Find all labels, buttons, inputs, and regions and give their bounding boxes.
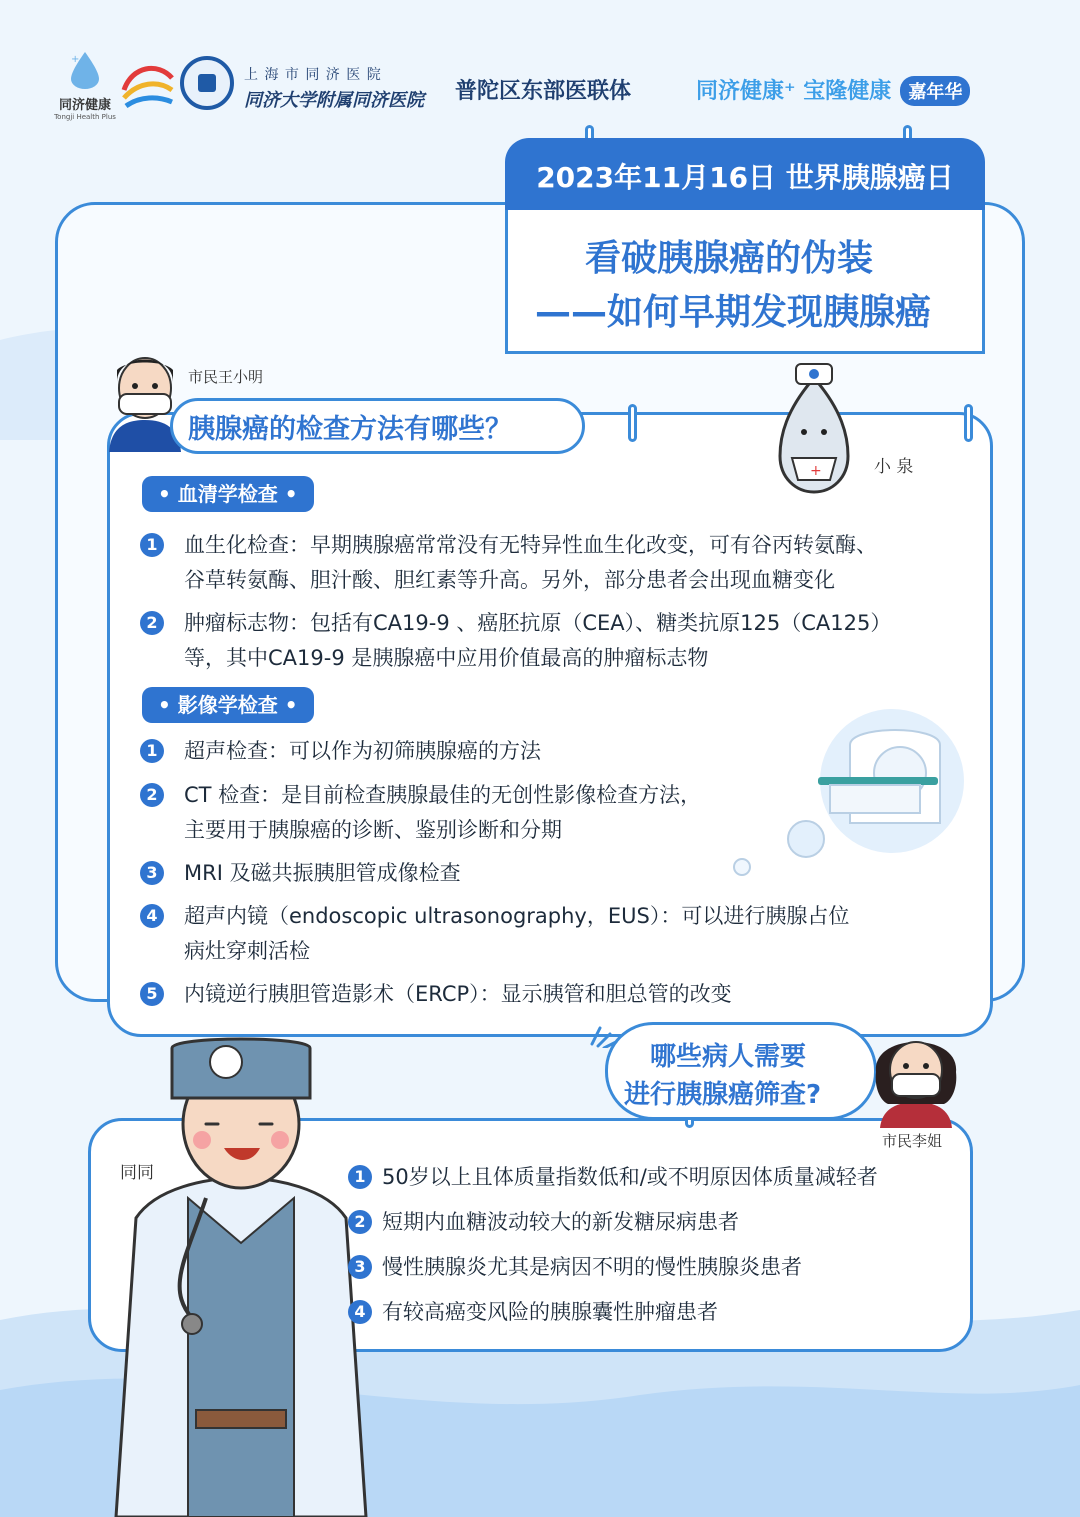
number-badge: 1 [348, 1165, 372, 1189]
imaging-item-4 [140, 899, 970, 969]
swirl-logo-icon [118, 56, 178, 116]
item-text-line2: 等，其中CA19-9 是胰腺癌中应用价值最高的肿瘤标志物 [184, 646, 709, 670]
svg-text:+: + [810, 463, 822, 479]
item-text-line1: 肿瘤标志物：包括有CA19-9 、癌胚抗原（CEA）、糖类抗原125（CA125） [184, 611, 892, 635]
logo-text: 同济健康 [58, 98, 111, 113]
water-drop-icon [45, 50, 125, 90]
xiaoquan-mascot [766, 360, 862, 496]
date-banner-text: 2023年11月16日 世界胰腺癌日 [536, 161, 954, 194]
serology-item-1 [140, 528, 970, 598]
item-text: 短期内血糖波动较大的新发糖尿病患者 [382, 1210, 739, 1234]
main-title: 看破胰腺癌的伪装 [585, 238, 874, 279]
tongji-health-logo [45, 50, 125, 121]
item-text: 有较高癌变风险的胰腺囊性肿瘤患者 [382, 1300, 718, 1324]
citizen-wang-label: 市民王小明 [188, 368, 264, 386]
logo-subtext: Tongji Health Plus [54, 113, 116, 121]
svg-text:+: + [71, 54, 80, 65]
title-card [505, 138, 999, 356]
item-text-line1: 超声检查：可以作为初筛胰腺癌的方法 [184, 739, 541, 763]
serology-item-2 [140, 606, 970, 676]
screening-item-4 [348, 1295, 948, 1330]
item-text-line1: 超声内镜（endoscopic ultrasonography，EUS）：可以进行胰腺占位 [184, 904, 850, 928]
ct-scanner-illustration [730, 705, 970, 885]
item-text: 慢性胰腺炎尤其是病因不明的慢性胰腺炎患者 [382, 1255, 802, 1279]
item-text-line1: 血生化检查：早期胰腺癌常常没有无特异性血生化改变，可有谷丙转氨酶、 [184, 533, 877, 557]
screening-item-1 [348, 1160, 948, 1195]
item-text-line2: 谷草转氨酶、胆汁酸、胆红素等升高。另外，部分患者会出现血糖变化 [184, 568, 835, 592]
imaging-item-5 [140, 977, 970, 1012]
number-badge: 2 [348, 1210, 372, 1234]
number-badge: 2 [140, 611, 164, 635]
imaging-section-label: • 影像学检查 • [142, 687, 314, 723]
imaging-item-1 [140, 734, 740, 769]
binder-ring [964, 404, 973, 442]
doctor-tongtong-illustration [96, 1028, 386, 1517]
number-badge: 5 [140, 982, 164, 1006]
question2-line2: 进行胰腺癌筛查? [624, 1080, 822, 1110]
xiaoquan-label: 小 泉 [874, 457, 914, 477]
speech-lines-icon [588, 1018, 618, 1048]
number-badge: 4 [140, 904, 164, 928]
number-badge: 1 [140, 739, 164, 763]
citizen-li-label: 市民李姐 [882, 1132, 943, 1150]
item-text: 50岁以上且体质量指数低和/或不明原因体质量减轻者 [382, 1165, 878, 1189]
item-text-line1: CT 检查：是目前检查胰腺最佳的无创性影像检查方法， [184, 783, 702, 807]
binder-ring [628, 404, 637, 442]
serology-section-label: • 血清学检查 • [142, 476, 314, 512]
slogan-badge: 嘉年华 [900, 76, 970, 106]
screening-item-2 [348, 1205, 948, 1240]
number-badge: 3 [348, 1255, 372, 1279]
alliance-name: 普陀区东部医联体 [455, 79, 632, 104]
screening-item-3 [348, 1250, 948, 1285]
item-text-line2: 病灶穿刺活检 [184, 939, 310, 963]
number-badge: 2 [140, 783, 164, 807]
citizen-li-avatar [866, 1012, 966, 1128]
imaging-item-2 [140, 778, 760, 848]
number-badge: 4 [348, 1300, 372, 1324]
hospital-name-line2: 同济大学附属同济医院 [244, 90, 424, 111]
question2-line1: 哪些病人需要 [650, 1042, 807, 1072]
number-badge: 3 [140, 861, 164, 885]
item-text-line1: 内镜逆行胰胆管造影术（ERCP）：显示胰管和胆总管的改变 [184, 982, 732, 1006]
hospital-name-line1: 上 海 市 同 济 医 院 [244, 67, 382, 83]
question1-text: 胰腺癌的检查方法有哪些？ [188, 414, 512, 445]
number-badge: 1 [140, 533, 164, 557]
header [0, 50, 1080, 130]
item-text-line2: 主要用于胰腺癌的诊断、鉴别诊断和分期 [184, 818, 562, 842]
hospital-seal-icon [180, 56, 234, 110]
item-text-line1: MRI 及磁共振胰胆管成像检查 [184, 861, 461, 885]
main-subtitle: ——如何早期发现胰腺癌 [535, 292, 932, 333]
imaging-item-3 [140, 856, 740, 891]
tongtong-label: 同同 [120, 1163, 154, 1183]
slogan-text: 同济健康⁺ 宝隆健康 [696, 79, 892, 104]
